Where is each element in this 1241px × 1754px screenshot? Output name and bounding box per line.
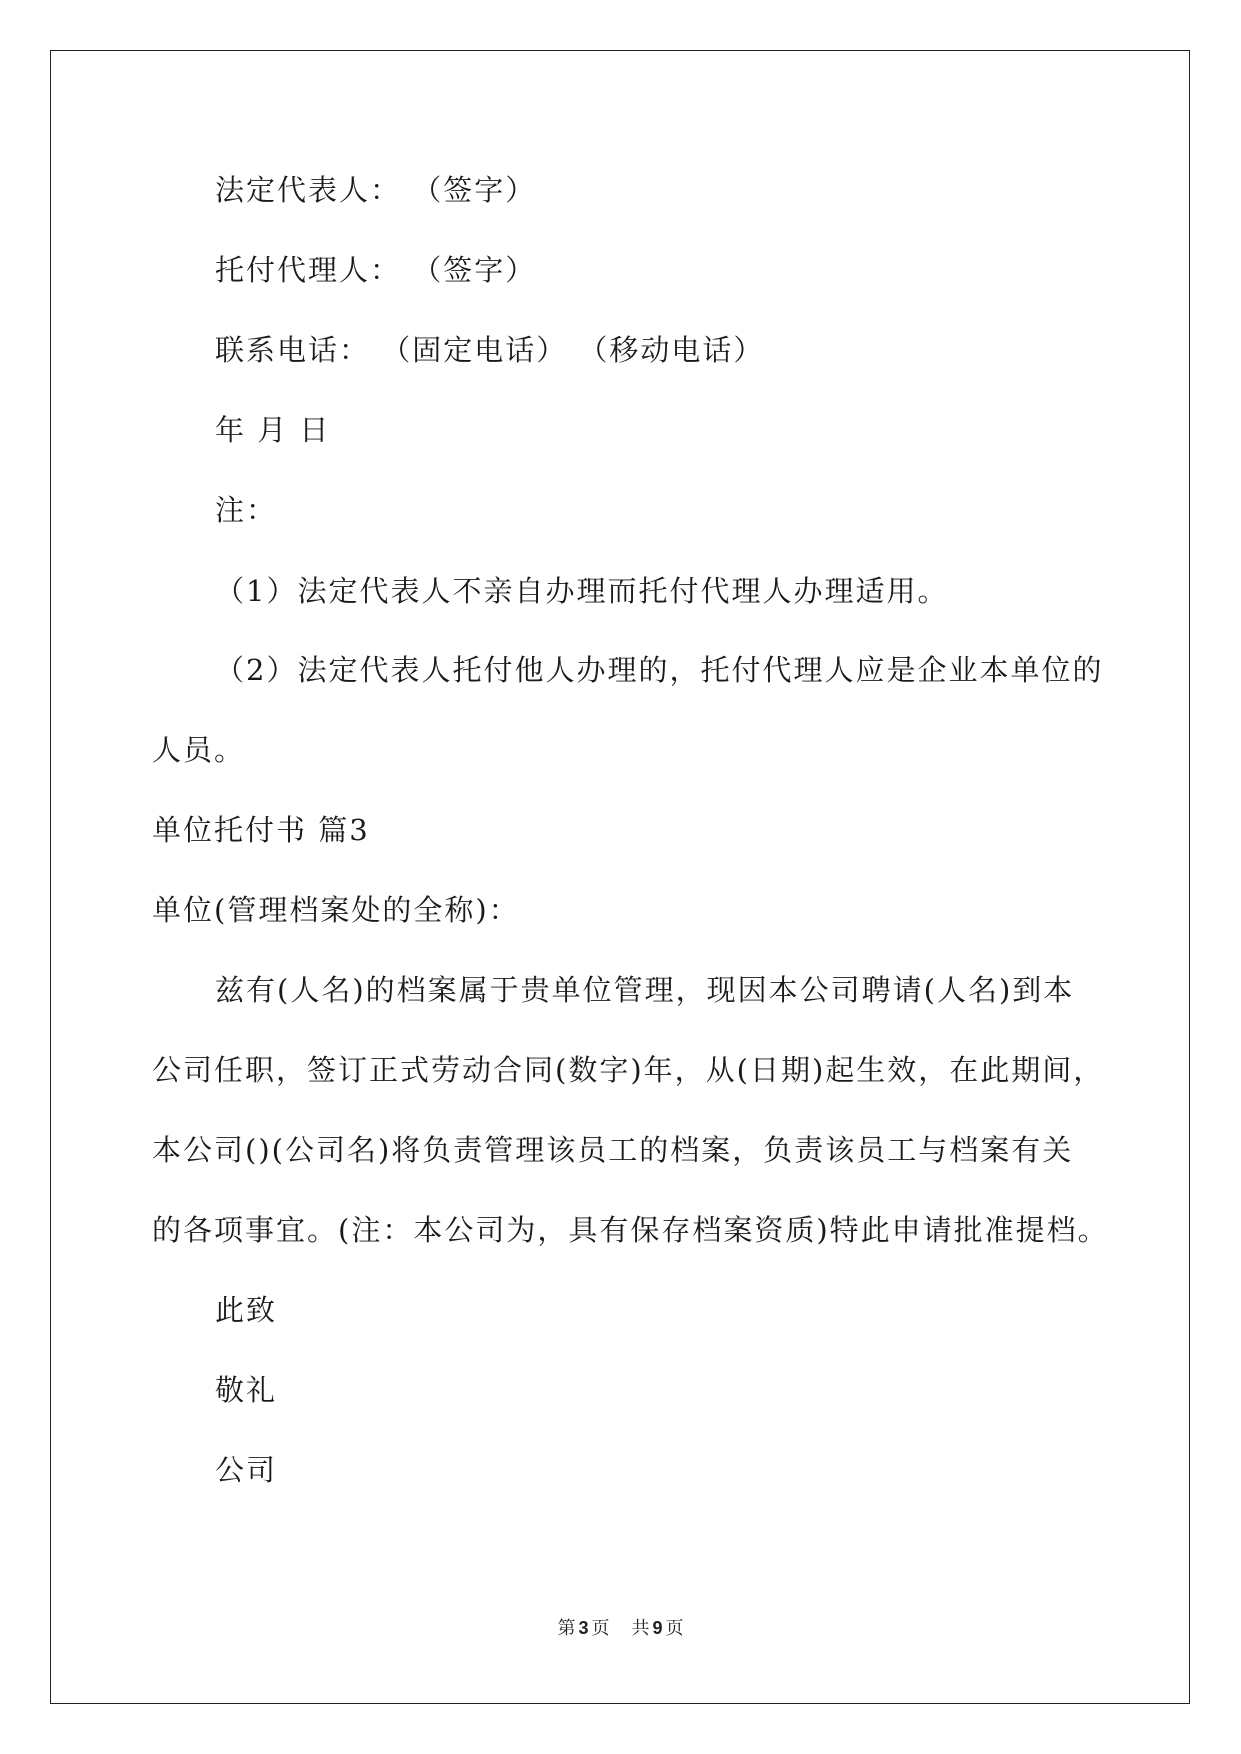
body-paragraph-line-4: 的各项事宜。(注：本公司为，具有保存档案资质)特此申请批准提档。 xyxy=(152,1213,1109,1247)
footer-page-current: 3 xyxy=(578,1618,589,1638)
contact-phone-line: 联系电话： （固定电话） （移动电话） xyxy=(215,333,765,367)
footer-total-prefix: 共 xyxy=(631,1618,650,1639)
body-paragraph-line-3: 本公司()(公司名)将负责管理该员工的档案，负责该员工与档案有关 xyxy=(152,1133,1074,1167)
closing-salute: 敬礼 xyxy=(215,1373,278,1407)
page-footer xyxy=(0,1616,1241,1641)
agent-signature-line: 托付代理人： （签字） xyxy=(215,253,537,287)
note-item-2-line-1: （2）法定代表人托付他人办理的，托付代理人应是企业本单位的 xyxy=(215,653,1104,687)
note-heading: 注： xyxy=(215,493,278,527)
section-heading: 单位托付书 篇3 xyxy=(152,813,370,847)
date-line: 年 月 日 xyxy=(215,413,331,447)
legal-rep-signature-line: 法定代表人： （签字） xyxy=(215,173,537,207)
signatory-company: 公司 xyxy=(215,1453,278,1487)
footer-page-mid: 页 xyxy=(591,1618,610,1639)
note-item-1: （1）法定代表人不亲自办理而托付代理人办理适用。 xyxy=(215,574,949,608)
closing-greeting: 此致 xyxy=(215,1293,278,1327)
footer-page-prefix: 第 xyxy=(557,1618,576,1639)
note-item-2-line-2: 人员。 xyxy=(152,733,246,767)
footer-total-suffix: 页 xyxy=(665,1618,684,1639)
addressee-line: 单位(管理档案处的全称)： xyxy=(152,893,520,927)
body-paragraph-line-2: 公司任职，签订正式劳动合同(数字)年，从(日期)起生效，在此期间， xyxy=(152,1053,1105,1087)
body-paragraph-line-1: 兹有(人名)的档案属于贵单位管理，现因本公司聘请(人名)到本 xyxy=(215,973,1075,1007)
footer-page-total: 9 xyxy=(652,1618,663,1638)
